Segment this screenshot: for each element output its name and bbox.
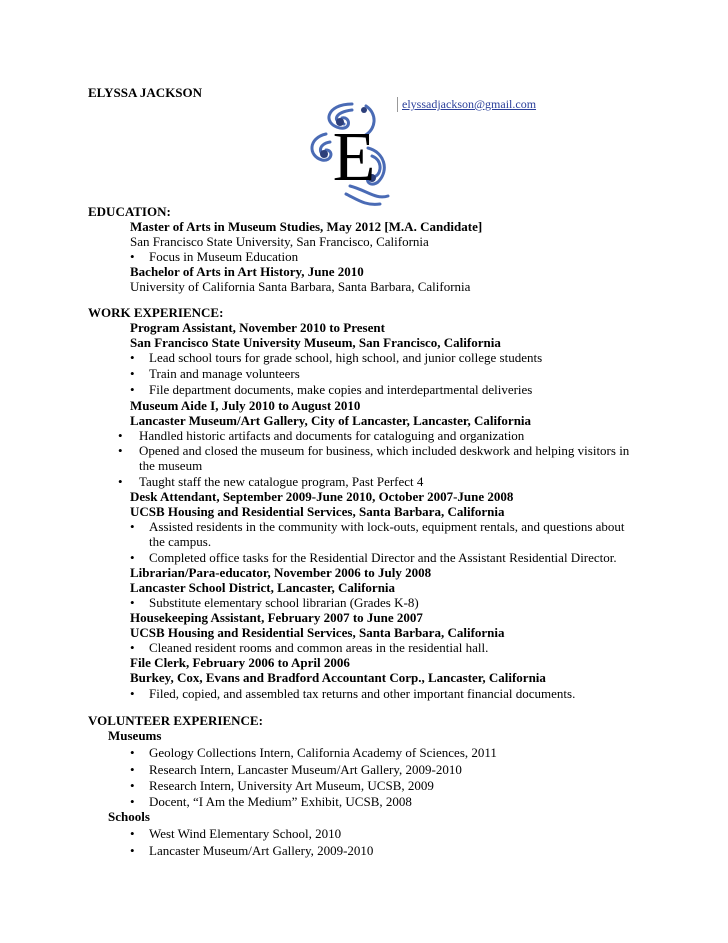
job-2-bullet-3: Taught staff the new catalogue program, Past Perfect 4 xyxy=(139,474,424,489)
volunteer-school-1: West Wind Elementary School, 2010 xyxy=(149,826,342,841)
job-3-place: UCSB Housing and Residential Services, Santa Barbara, California xyxy=(130,504,505,519)
volunteer-school-2: Lancaster Museum/Art Gallery, 2009-2010 xyxy=(149,843,374,858)
job-2-title: Museum Aide I, July 2010 to August 2010 xyxy=(130,398,361,413)
job-4-place: Lancaster School District, Lancaster, California xyxy=(130,580,396,595)
job-6-title: File Clerk, February 2006 to April 2006 xyxy=(130,655,350,670)
education-bullet-1: Focus in Museum Education xyxy=(149,249,299,264)
volunteer-museum-1: Geology Collections Intern, California Academy of Sciences, 2011 xyxy=(149,745,497,760)
job-5-bullet-1: Cleaned resident rooms and common areas in the residential hall. xyxy=(149,640,489,655)
bullet-icon: • xyxy=(130,249,135,264)
volunteer-museum-2: Research Intern, Lancaster Museum/Art Gallery, 2009-2010 xyxy=(149,762,462,777)
email-link[interactable]: elyssadjackson@gmail.com xyxy=(397,97,536,112)
bullet-icon: • xyxy=(130,519,135,534)
bullet-icon: • xyxy=(130,550,135,565)
job-5-title: Housekeeping Assistant, February 2007 to June 2007 xyxy=(130,610,423,625)
bullet-icon: • xyxy=(130,794,135,809)
volunteer-heading: VOLUNTEER EXPERIENCE: xyxy=(88,713,263,728)
job-2-place: Lancaster Museum/Art Gallery, City of Lancaster, Lancaster, California xyxy=(130,413,532,428)
bullet-icon: • xyxy=(118,428,123,443)
volunteer-museum-3: Research Intern, University Art Museum, UCSB, 2009 xyxy=(149,778,434,793)
monogram-swirl-icon xyxy=(306,100,400,208)
bullet-icon: • xyxy=(118,474,123,489)
bullet-icon: • xyxy=(130,350,135,365)
job-3-bullet-2: Completed office tasks for the Residential Director and the Assistant Residential Director. xyxy=(149,550,617,565)
job-3-bullet-1a: Assisted residents in the community with lock-outs, equipment rentals, and questions about xyxy=(149,519,625,534)
job-6-bullet-1: Filed, copied, and assembled tax returns and other important financial documents. xyxy=(149,686,576,701)
education-heading: EDUCATION: xyxy=(88,204,171,219)
monogram-letter: E xyxy=(332,119,376,196)
bullet-icon: • xyxy=(130,826,135,841)
job-5-place: UCSB Housing and Residential Services, Santa Barbara, California xyxy=(130,625,505,640)
bullet-icon: • xyxy=(130,745,135,760)
bullet-icon: • xyxy=(130,686,135,701)
job-1-place: San Francisco State University Museum, San Francisco, California xyxy=(130,335,501,350)
bullet-icon: • xyxy=(130,366,135,381)
candidate-name: ELYSSA JACKSON xyxy=(88,85,203,100)
monogram-logo xyxy=(306,100,400,208)
job-6-place: Burkey, Cox, Evans and Bradford Accountant Corp., Lancaster, California xyxy=(130,670,546,685)
bullet-icon: • xyxy=(130,762,135,777)
bullet-icon: • xyxy=(130,382,135,397)
education-degree-2: Bachelor of Arts in Art History, June 2010 xyxy=(130,264,364,279)
education-school-1: San Francisco State University, San Francisco, California xyxy=(130,234,429,249)
job-1-bullet-1: Lead school tours for grade school, high school, and junior college students xyxy=(149,350,543,365)
job-1-title: Program Assistant, November 2010 to Present xyxy=(130,320,385,335)
job-2-bullet-2b: the museum xyxy=(139,458,203,473)
bullet-icon: • xyxy=(130,595,135,610)
job-2-bullet-2a: Opened and closed the museum for business, which included deskwork and helping visitors in xyxy=(139,443,630,458)
volunteer-schools-label: Schools xyxy=(108,809,150,824)
volunteer-museum-4: Docent, “I Am the Medium” Exhibit, UCSB, 2008 xyxy=(149,794,412,809)
job-3-title: Desk Attendant, September 2009-June 2010, October 2007-June 2008 xyxy=(130,489,514,504)
bullet-icon: • xyxy=(130,778,135,793)
job-4-title: Librarian/Para-educator, November 2006 to July 2008 xyxy=(130,565,432,580)
bullet-icon: • xyxy=(118,443,123,458)
job-3-bullet-1b: the campus. xyxy=(149,534,212,549)
education-degree-1: Master of Arts in Museum Studies, May 2012 [M.A. Candidate] xyxy=(130,219,483,234)
volunteer-museums-label: Museums xyxy=(108,728,162,743)
work-heading: WORK EXPERIENCE: xyxy=(88,305,224,320)
bullet-icon: • xyxy=(130,843,135,858)
job-1-bullet-2: Train and manage volunteers xyxy=(149,366,300,381)
job-2-bullet-1: Handled historic artifacts and documents for cataloguing and organization xyxy=(139,428,525,443)
job-1-bullet-3: File department documents, make copies and interdepartmental deliveries xyxy=(149,382,533,397)
education-school-2: University of California Santa Barbara, Santa Barbara, California xyxy=(130,279,471,294)
job-4-bullet-1: Substitute elementary school librarian (Grades K-8) xyxy=(149,595,419,610)
bullet-icon: • xyxy=(130,640,135,655)
